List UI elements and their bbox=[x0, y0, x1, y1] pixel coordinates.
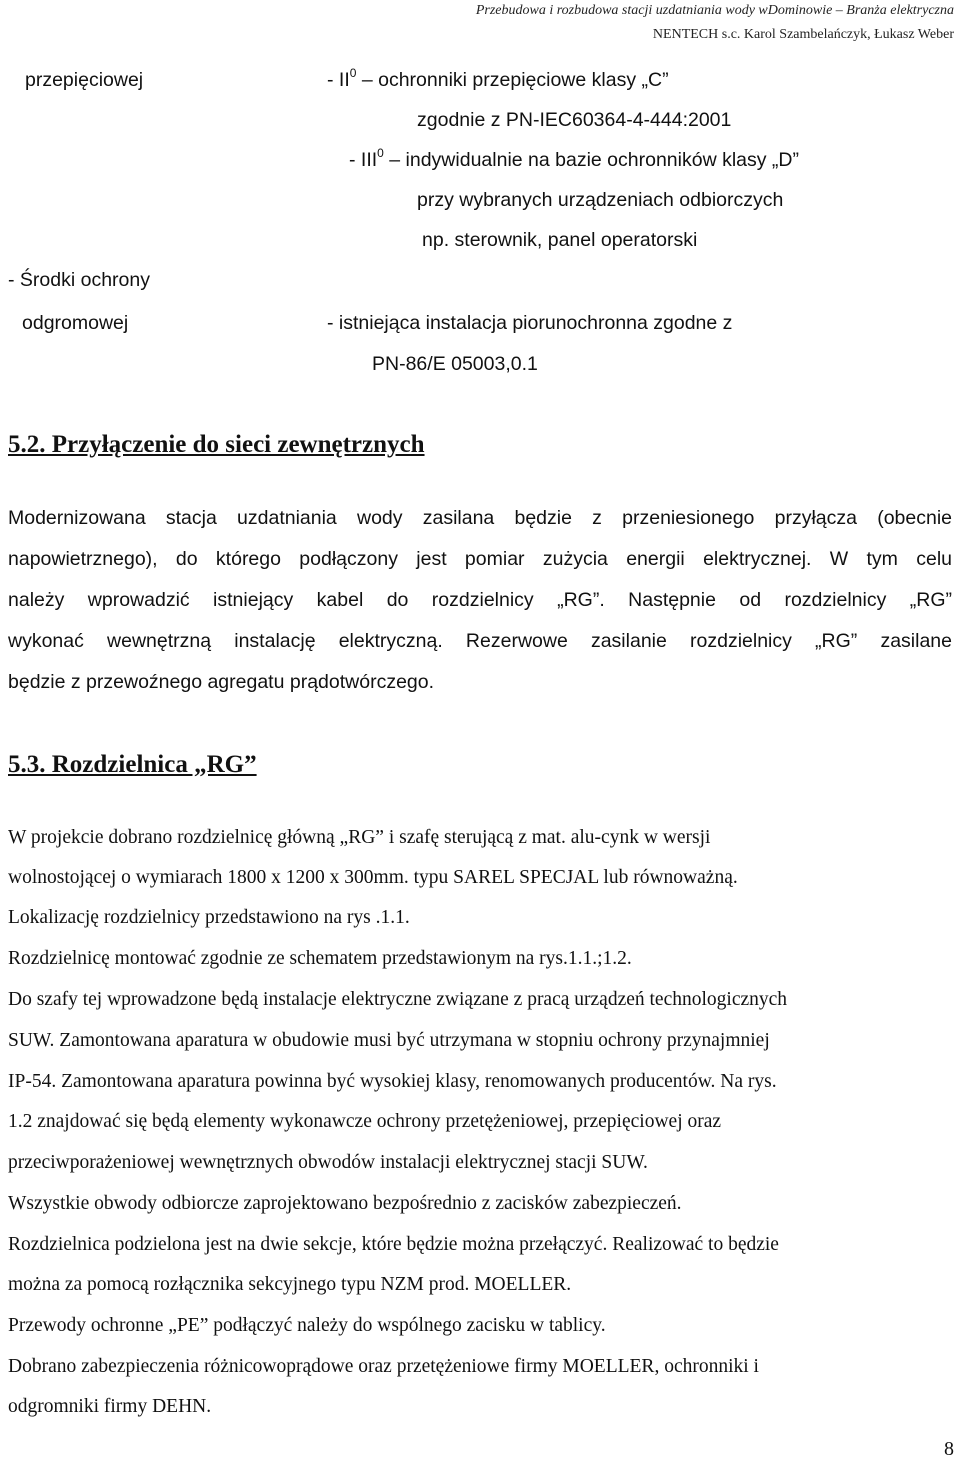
ii-prefix: - II bbox=[327, 69, 350, 91]
label-lightning-2: odgromowej bbox=[22, 312, 129, 334]
section-5-2-line: napowietrznego), do którego podłączony jest pomiar zużycia energii elektrycznej. W tym celu bbox=[8, 548, 952, 570]
ii-standard: zgodnie z PN-IEC60364-4-444:2001 bbox=[417, 109, 732, 131]
section-5-3-line: odgromniki firmy DEHN. bbox=[8, 1396, 212, 1417]
protection-ii-line bbox=[327, 68, 669, 94]
section-5-3-line: 1.2 znajdować się będą elementy wykonawcze ochrony przetężeniowej, przepięciowej oraz bbox=[8, 1111, 722, 1132]
protection-iii-line bbox=[349, 148, 799, 174]
lightning-text: - istniejąca instalacja piorunochronna zgodne z bbox=[327, 312, 733, 334]
section-5-3-line: Rozdzielnica podzielona jest na dwie sekcje, które będzie można przełączyć. Realizować to będzie bbox=[8, 1234, 779, 1255]
section-5-3-line: Przewody ochronne „PE” podłączyć należy do wspólnego zacisku w tablicy. bbox=[8, 1315, 606, 1336]
document-header-title: Przebudowa i rozbudowa stacji uzdatniania wody wDominowie – Branża elektryczna bbox=[475, 3, 954, 18]
section-5-3-line: Wszystkie obwody odbiorcze zaprojektowano bezpośrednio z zacisków zabezpieczeń. bbox=[8, 1193, 682, 1214]
iii-prefix: - III bbox=[349, 149, 378, 171]
iii-superscript: 0 bbox=[377, 146, 384, 160]
section-5-3-line: Lokalizację rozdzielnicy przedstawiono na rys .1.1. bbox=[8, 907, 410, 928]
section-5-3-line: SUW. Zamontowana aparatura w obudowie musi być utrzymana w stopniu ochrony przynajmniej bbox=[8, 1030, 770, 1051]
section-5-3-line: można za pomocą rozłącznika sekcyjnego typu NZM prod. MOELLER. bbox=[8, 1274, 572, 1295]
label-lightning-1: - Środki ochrony bbox=[8, 269, 150, 291]
section-5-3-line: Rozdzielnicę montować zgodnie ze schematem przedstawionym na rys.1.1.;1.2. bbox=[8, 948, 632, 969]
section-5-3-line: W projekcie dobrano rozdzielnicę główną „RG” i szafę sterującą z mat. alu-cynk w wersji bbox=[8, 827, 711, 848]
section-5-3-heading: 5.3. Rozdzielnica „RG” bbox=[8, 751, 257, 778]
document-header-authors: NENTECH s.c. Karol Szambelańczyk, Łukasz Weber bbox=[652, 27, 954, 42]
ii-superscript: 0 bbox=[349, 66, 357, 80]
section-5-2-line: będzie z przewoźnego agregatu prądotwórczego. bbox=[8, 671, 435, 693]
section-5-2-line: Modernizowana stacja uzdatniania wody zasilana będzie z przeniesionego przyłącza (obecnie bbox=[8, 507, 952, 529]
ii-text: – ochronniki przepięciowe klasy „C” bbox=[356, 69, 669, 91]
iii-line-2: przy wybranych urządzeniach odbiorczych bbox=[417, 189, 784, 211]
section-5-2-line: należy wprowadzić istniejący kabel do rozdzielnicy „RG”. Następnie od rozdzielnicy „RG” bbox=[8, 589, 952, 611]
iii-text: – indywidualnie na bazie ochronników klasy „D” bbox=[383, 149, 799, 171]
iii-line-3: np. sterownik, panel operatorski bbox=[422, 229, 698, 251]
lightning-standard: PN-86/E 05003,0.1 bbox=[372, 353, 538, 375]
section-5-3-line: Do szafy tej wprowadzone będą instalacje elektryczne związane z pracą urządzeń technologicznych bbox=[8, 989, 788, 1010]
section-5-2-heading: 5.2. Przyłączenie do sieci zewnętrznych bbox=[8, 431, 425, 458]
section-5-3-line: przeciwporażeniowej wewnętrznych obwodów instalacji elektrycznej stacji SUW. bbox=[8, 1152, 648, 1173]
section-5-2-line: wykonać wewnętrzną instalację elektryczną. Rezerwowe zasilanie rozdzielnicy „RG” zasilane bbox=[8, 630, 952, 652]
section-5-3-line: Dobrano zabezpieczenia różnicowoprądowe oraz przetężeniowe firmy MOELLER, ochronniki i bbox=[8, 1356, 759, 1377]
section-5-3-line: IP-54. Zamontowana aparatura powinna być wysokiej klasy, renomowanych producentów. Na rys. bbox=[8, 1071, 777, 1092]
label-overvoltage: przepięciowej bbox=[25, 69, 144, 91]
section-5-3-line: wolnostojącej o wymiarach 1800 x 1200 x 300mm. typu SAREL SPECJAL lub równoważną. bbox=[8, 867, 738, 888]
page-number: 8 bbox=[944, 1438, 954, 1460]
